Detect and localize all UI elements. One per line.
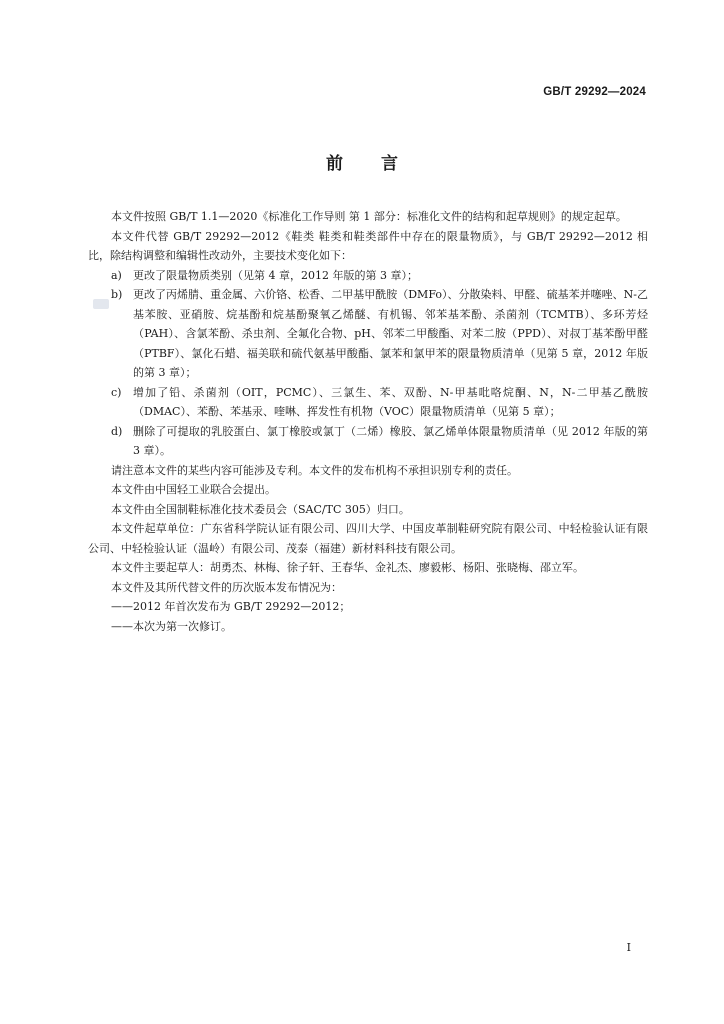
standard-code: GB/T 29292—2024 <box>543 86 646 98</box>
list-item-mark: a) <box>111 268 122 282</box>
paragraph-committee: 本文件由全国制鞋标准化技术委员会（SAC/TC 305）归口。 <box>111 502 410 516</box>
list-item-mark: c) <box>111 385 122 399</box>
list-item-mark: b) <box>111 288 123 301</box>
list-item-text: 更改了限量物质类别（见第 4 章，2012 年版的第 3 章）； <box>133 268 418 282</box>
page-number: I <box>626 941 631 954</box>
list-item-mark: d) <box>111 424 123 438</box>
paragraph-drafters: 本文件主要起草人：胡勇杰、林梅、徐子轩、王春华、金礼杰、廖毅彬、杨阳、张晓梅、邵立军。 <box>111 561 584 574</box>
page-title: 前言 <box>326 154 436 174</box>
paragraph-replacement: 本文件代替 GB/T 29292—2012《鞋类 鞋类和鞋类部件中存在的限量物质》，与 GB/T 29292—2012 相比，除结构调整和编辑性改动外，主要技术变化如下： <box>88 229 648 262</box>
changes-list <box>88 266 648 461</box>
list-item-text: 删除了可提取的乳胶蛋白、氯丁橡胶或氯丁（二烯）橡胶、氯乙烯单体限量物质清单（见 2012 年版的第 3 章）。 <box>133 424 648 457</box>
history-item: ——本次为第一次修订。 <box>111 619 232 633</box>
list-item <box>88 285 648 383</box>
paragraph-history-intro: 本文件及其所代替文件的历次版本发布情况为： <box>111 580 342 594</box>
paragraph-proposer: 本文件由中国轻工业联合会提出。 <box>111 483 276 496</box>
paragraph-patent-notice: 请注意本文件的某些内容可能涉及专利。本文件的发布机构不承担识别专利的责任。 <box>111 463 518 477</box>
history-item: ——2012 年首次发布为 GB/T 29292—2012； <box>111 600 351 613</box>
list-item <box>88 383 648 422</box>
foreword-body <box>88 207 648 636</box>
list-item <box>88 266 648 286</box>
list-item-text: 更改了丙烯腈、重金属、六价铬、松香、二甲基甲酰胺（DMFo）、分散染料、甲醛、硫基苯并噻唑、N-乙基苯胺、亚硝胺、烷基酚和烷基酚聚氧乙烯醚、有机锡、邻苯基苯酚、杀菌剂（TCMTB）、多环芳烃（PAH）、含氯苯酚、杀虫剂、全氟化合物、pH、邻苯二甲酸酯、对苯二胺（PPD）、对叔丁基苯酚甲醛（PTBF）、氯化石蜡、福美联和硫代氨基甲酸酯、氯苯和氯甲苯的限量物质清单（见第 5 章，2012 年版的第 3 章）； <box>133 288 648 379</box>
list-item-text: 增加了铅、杀菌剂（OIT，PCMC）、三氯生、苯、双酚、N-甲基吡咯烷酮、N，N-二甲基乙酰胺（DMAC）、苯酚、苯基汞、喹啉、挥发性有机物（VOC）限量物质清单（见第 5 章）； <box>133 385 648 418</box>
paragraph-drafting-units: 本文件起草单位：广东省科学院认证有限公司、四川大学、中国皮革制鞋研究院有限公司、中轻检验认证有限公司、中轻检验认证（温岭）有限公司、茂泰（福建）新材料科技有限公司。 <box>88 522 648 555</box>
list-item <box>88 422 648 461</box>
paragraph-drafting-rules: 本文件按照 GB/T 1.1—2020《标准化工作导则 第 1 部分：标准化文件的结构和起草规则》的规定起草。 <box>111 210 627 223</box>
